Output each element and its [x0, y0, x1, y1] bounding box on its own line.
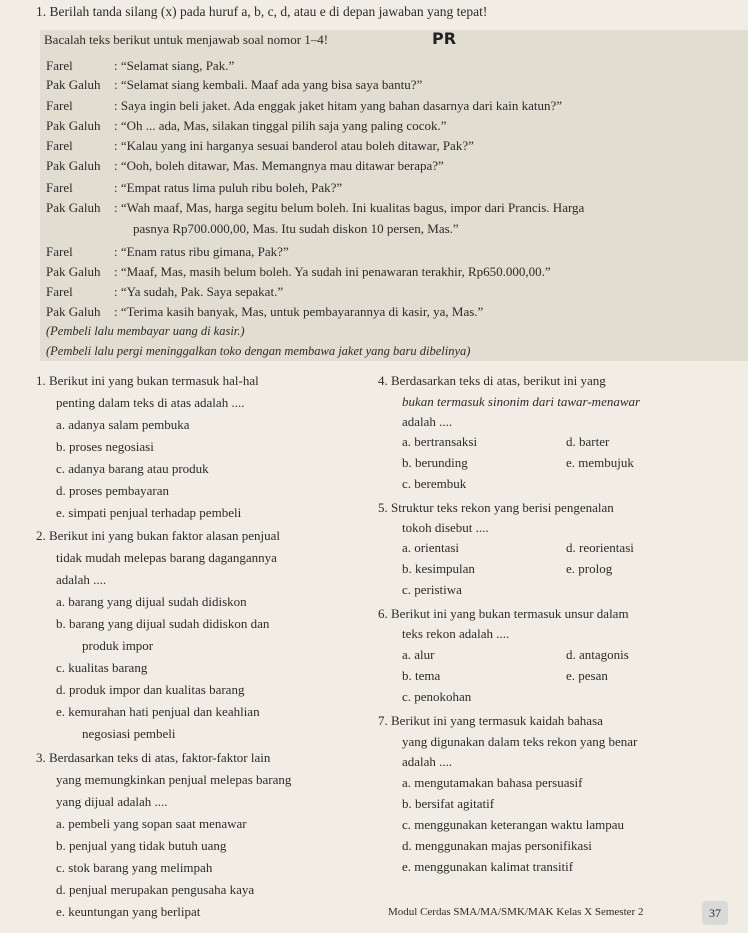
- dialogue-speaker: Farel: [46, 284, 73, 299]
- question-3-stem: yang dijual adalah ....: [56, 794, 168, 809]
- option[interactable]: b. penjual yang tidak butuh uang: [56, 838, 227, 853]
- option[interactable]: a. bertransaksi: [402, 434, 478, 449]
- option[interactable]: d. antagonis: [566, 647, 629, 662]
- question-6-stem: 6. Berikut ini yang bukan termasuk unsur dalam: [378, 606, 629, 621]
- option[interactable]: e. kemurahan hati penjual dan keahlian: [56, 704, 260, 719]
- dialogue-speaker: Pak Galuh: [46, 264, 101, 279]
- option-continued: negosiasi pembeli: [82, 726, 176, 741]
- dialogue-line: : “Selamat siang, Pak.”: [114, 58, 235, 73]
- dialogue-line: : “Ooh, boleh ditawar, Mas. Memangnya mau ditawar berapa?”: [114, 158, 444, 173]
- option[interactable]: e. keuntungan yang berlipat: [56, 904, 201, 919]
- option[interactable]: c. adanya barang atau produk: [56, 461, 209, 476]
- dialogue-speaker: Farel: [46, 244, 73, 259]
- dialogue-line: : “Ya sudah, Pak. Saya sepakat.”: [114, 284, 284, 299]
- option[interactable]: b. bersifat agitatif: [402, 796, 495, 811]
- option-continued: produk impor: [82, 638, 154, 653]
- footer-title: Modul Cerdas SMA/MA/SMK/MAK Kelas X Semester 2: [388, 906, 644, 918]
- question-7-stem: 7. Berikut ini yang termasuk kaidah bahasa: [378, 713, 603, 728]
- option[interactable]: b. berunding: [402, 455, 468, 470]
- question-2-stem: adalah ....: [56, 572, 107, 587]
- dialogue-line: : “Oh ... ada, Mas, silakan tinggal pilih saja yang paling cocok.”: [114, 118, 447, 133]
- option[interactable]: b. barang yang dijual sudah didiskon dan: [56, 616, 270, 631]
- question-5-stem: 5. Struktur teks rekon yang berisi pengenalan: [378, 500, 614, 515]
- stage-note: (Pembeli lalu pergi meninggalkan toko dengan membawa jaket yang baru dibelinya): [46, 344, 471, 358]
- dialogue-line: : “Enam ratus ribu gimana, Pak?”: [114, 244, 289, 259]
- option[interactable]: a. mengutamakan bahasa persuasif: [402, 775, 583, 790]
- option[interactable]: e. pesan: [566, 668, 608, 683]
- question-7-stem: adalah ....: [402, 754, 453, 769]
- option[interactable]: c. menggunakan keterangan waktu lampau: [402, 817, 624, 832]
- option[interactable]: a. orientasi: [402, 540, 460, 555]
- instruction: 1. Berilah tanda silang (x) pada huruf a, b, c, d, atau e di depan jawaban yang tepat!: [36, 4, 488, 19]
- question-5-stem: tokoh disebut ....: [402, 520, 489, 535]
- handwritten-mark: PR: [432, 29, 457, 48]
- option[interactable]: c. peristiwa: [402, 582, 462, 597]
- option[interactable]: e. prolog: [566, 561, 613, 576]
- question-3-stem: 3. Berdasarkan teks di atas, faktor-faktor lain: [36, 750, 271, 765]
- option[interactable]: d. penjual merupakan pengusaha kaya: [56, 882, 255, 897]
- option[interactable]: b. proses negosiasi: [56, 439, 154, 454]
- option[interactable]: c. penokohan: [402, 689, 472, 704]
- question-4-stem: 4. Berdasarkan teks di atas, berikut ini yang: [378, 373, 606, 388]
- dialogue-line: : “Maaf, Mas, masih belum boleh. Ya sudah ini penawaran terakhir, Rp650.000,00.”: [114, 264, 551, 279]
- dialogue-speaker: Pak Galuh: [46, 158, 101, 173]
- dialogue-line: : “Kalau yang ini harganya sesuai banderol atau boleh ditawar, Pak?”: [114, 138, 474, 153]
- option[interactable]: a. alur: [402, 647, 435, 662]
- question-1-stem: penting dalam teks di atas adalah ....: [56, 395, 245, 410]
- page-number: 37: [702, 901, 728, 925]
- dialogue-line: : “Terima kasih banyak, Mas, untuk pembayarannya di kasir, ya, Mas.”: [114, 304, 484, 319]
- dialogue-line: : “Wah maaf, Mas, harga segitu belum boleh. Ini kualitas bagus, impor dari Prancis. Harga: [114, 200, 585, 215]
- dialogue-speaker: Farel: [46, 138, 73, 153]
- dialogue-speaker: Pak Galuh: [46, 118, 101, 133]
- option[interactable]: e. menggunakan kalimat transitif: [402, 859, 574, 874]
- dialogue-speaker: Pak Galuh: [46, 304, 101, 319]
- read-prompt: Bacalah teks berikut untuk menjawab soal nomor 1–4!: [44, 32, 329, 47]
- option[interactable]: d. menggunakan majas personifikasi: [402, 838, 592, 853]
- question-1-stem: 1. Berikut ini yang bukan termasuk hal-hal: [36, 373, 259, 388]
- question-6-stem: teks rekon adalah ....: [402, 626, 510, 641]
- option[interactable]: a. barang yang dijual sudah didiskon: [56, 594, 247, 609]
- option[interactable]: a. adanya salam pembuka: [56, 417, 190, 432]
- question-7-stem: yang digunakan dalam teks rekon yang benar: [402, 734, 638, 749]
- option[interactable]: a. pembeli yang sopan saat menawar: [56, 816, 247, 831]
- option[interactable]: d. produk impor dan kualitas barang: [56, 682, 245, 697]
- option[interactable]: c. berembuk: [402, 476, 467, 491]
- dialogue-speaker: Farel: [46, 180, 73, 195]
- dialogue-speaker: Pak Galuh: [46, 200, 101, 215]
- dialogue-line: : Saya ingin beli jaket. Ada enggak jaket hitam yang bahan dasarnya dari kain katun?”: [114, 98, 562, 113]
- dialogue-speaker: Farel: [46, 58, 73, 73]
- dialogue-speaker: Farel: [46, 98, 73, 113]
- question-2-stem: tidak mudah melepas barang dagangannya: [56, 550, 277, 565]
- dialogue-line-continued: pasnya Rp700.000,00, Mas. Itu sudah diskon 10 persen, Mas.”: [133, 221, 459, 236]
- dialogue-line: : “Selamat siang kembali. Maaf ada yang bisa saya bantu?”: [114, 77, 423, 92]
- option[interactable]: b. tema: [402, 668, 441, 683]
- question-4-stem: bukan termasuk sinonim dari tawar-menawar: [402, 394, 641, 409]
- option[interactable]: d. proses pembayaran: [56, 483, 169, 498]
- question-3-stem: yang memungkinkan penjual melepas barang: [56, 772, 292, 787]
- question-2-stem: 2. Berikut ini yang bukan faktor alasan penjual: [36, 528, 281, 543]
- option[interactable]: c. kualitas barang: [56, 660, 148, 675]
- option[interactable]: d. reorientasi: [566, 540, 634, 555]
- option[interactable]: e. simpati penjual terhadap pembeli: [56, 505, 242, 520]
- question-4-stem: adalah ....: [402, 414, 453, 429]
- stage-note: (Pembeli lalu membayar uang di kasir.): [46, 324, 245, 338]
- dialogue-speaker: Pak Galuh: [46, 77, 101, 92]
- option[interactable]: b. kesimpulan: [402, 561, 475, 576]
- dialogue-line: : “Empat ratus lima puluh ribu boleh, Pak?”: [114, 180, 343, 195]
- option[interactable]: e. membujuk: [566, 455, 634, 470]
- option[interactable]: d. barter: [566, 434, 610, 449]
- option[interactable]: c. stok barang yang melimpah: [56, 860, 213, 875]
